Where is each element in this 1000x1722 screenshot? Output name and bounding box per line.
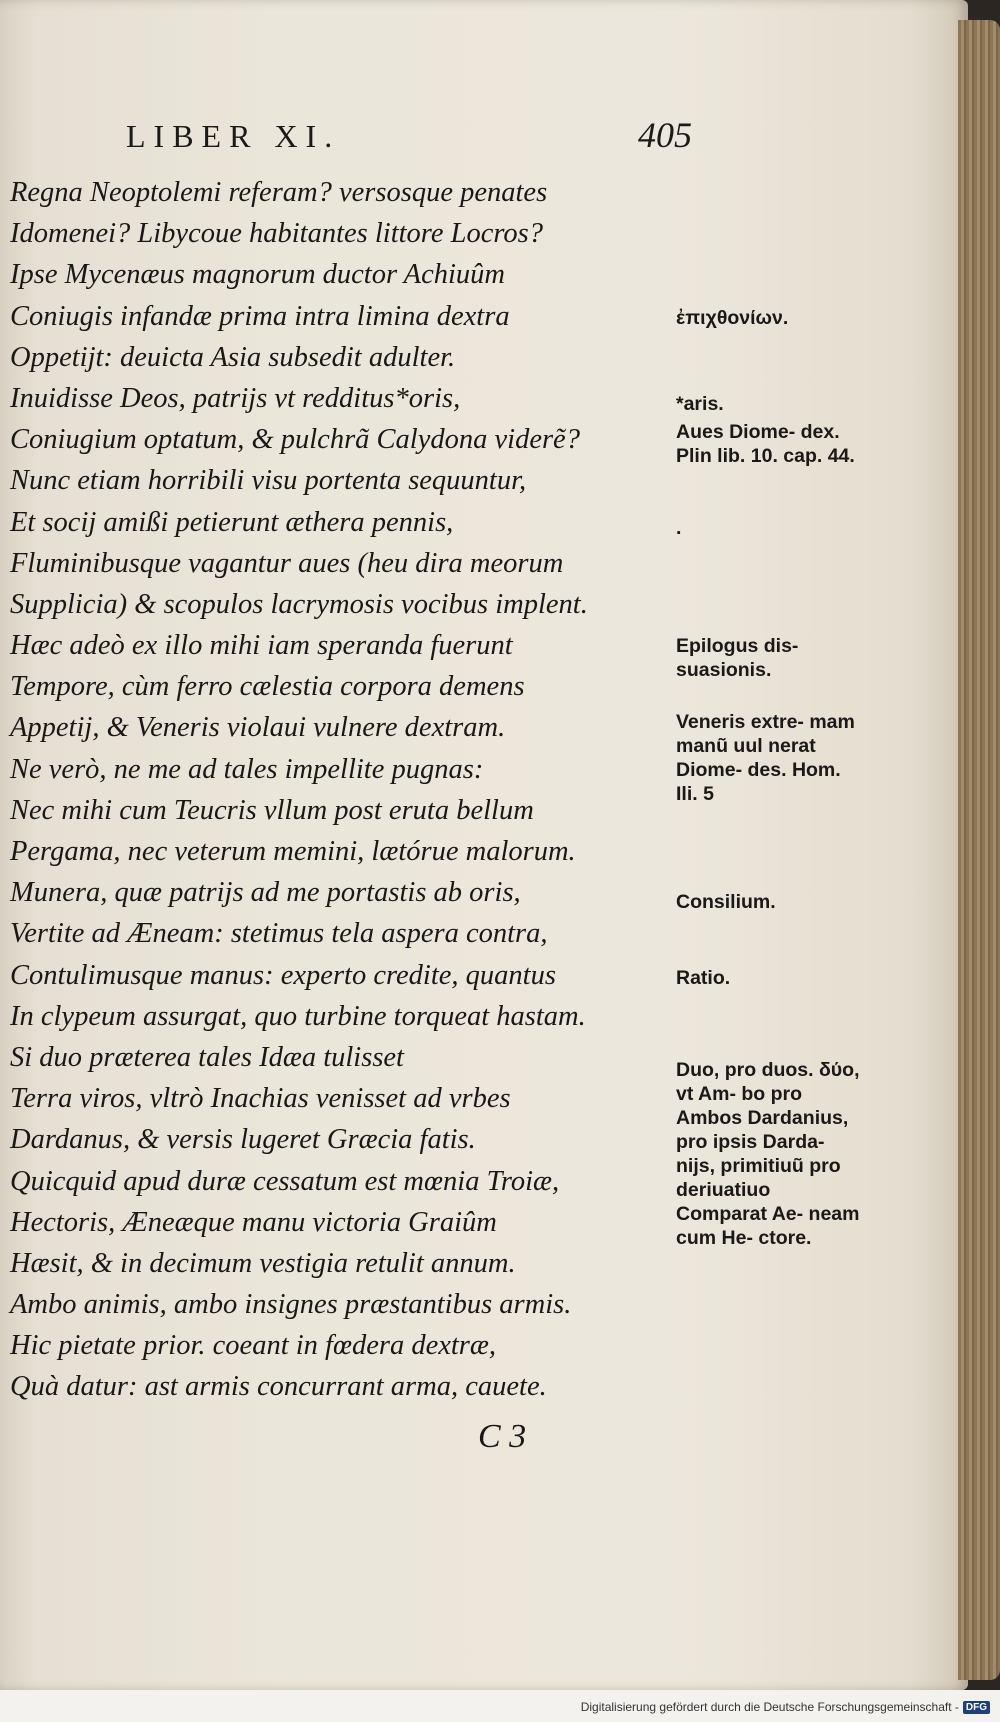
marginal-note: *aris. <box>676 393 724 415</box>
verse-line: Hectoris, Æneæque manu victoria Graiûm <box>10 1206 497 1238</box>
marginal-note: Aues Diome- dex. Plin lib. 10. cap. 44. <box>676 421 855 467</box>
page-header <box>126 115 692 158</box>
verse-line: Terra viros, vltrò Inachias venisset ad vrbes <box>10 1083 511 1115</box>
verse-line: Contulimusque manus: experto credite, quantus <box>10 959 556 991</box>
verse-line: Nec mihi cum Teucris vllum post eruta bellum <box>10 794 534 826</box>
digitization-credit <box>581 1700 990 1714</box>
verse-line: Appetij, & Veneris violaui vulnere dextram. <box>10 712 506 744</box>
verse-line: Coniugis infandæ prima intra limina dextra <box>10 300 510 332</box>
marginal-note: Ratio. <box>676 967 731 989</box>
marginal-note: Epilogus dis- suasionis. <box>676 635 799 681</box>
marginal-note: Veneris extre- mam manũ uul nerat Diome- des. Hom. Ili. 5 <box>676 711 855 805</box>
verse-line: Dardanus, & versis lugeret Græcia fatis. <box>10 1124 476 1156</box>
page-edge <box>958 20 1000 1680</box>
verse-line: Regna Neoptolemi referam? versosque penates <box>10 177 548 208</box>
verse-line: Et socij amißi petierunt æthera pennis, <box>10 506 454 538</box>
dfg-logo-icon: DFG <box>963 1701 990 1714</box>
verse-line: Oppetijt: deuicta Asia subsedit adulter. <box>10 341 456 373</box>
verse-line: Munera, quæ patrijs ad me portastis ab oris, <box>10 877 521 909</box>
verse-line: Hic pietate prior. coeant in fœdera dextræ, <box>10 1330 497 1362</box>
verse-line: Si duo præterea tales Idæa tulisset <box>10 1041 404 1073</box>
verse-block <box>10 172 660 1408</box>
verse-line: Vertite ad Æneam: stetimus tela aspera contra, <box>10 918 548 950</box>
verse-line: Tempore, cùm ferro cælestia corpora demens <box>10 671 525 703</box>
verse-line: Ambo animis, ambo insignes præstantibus armis. <box>10 1289 572 1321</box>
verse-line: Hæc adeò ex illo mihi iam speranda fuerunt <box>10 630 513 662</box>
page-number: 405 <box>638 115 692 155</box>
marginal-note: Consilium. <box>676 891 776 913</box>
verse-line: Quà datur: ast armis concurrant arma, cauete. <box>10 1371 547 1403</box>
verse-line: Supplicia) & scopulos lacrymosis vocibus implent. <box>10 588 588 620</box>
verse-line: Inuidisse Deos, patrijs vt redditus*oris, <box>10 382 461 414</box>
verse-line: Coniugium optatum, & pulchrã Calydona viderẽ? <box>10 424 580 456</box>
verse-line: In clypeum assurgat, quo turbine torqueat hastam. <box>10 1000 586 1032</box>
verse-line: Fluminibusque vagantur aues (heu dira meorum <box>10 547 564 579</box>
signature-mark: C 3 <box>478 1418 527 1455</box>
running-head: LIBER XI. <box>126 118 341 154</box>
marginal-note: . <box>676 517 682 539</box>
credit-text: Digitalisierung gefördert durch die Deutsche Forschungsgemeinschaft - <box>580 1700 959 1714</box>
verse-line: Ne verò, ne me ad tales impellite pugnas: <box>10 753 484 785</box>
verse-line: Nunc etiam horribili visu portenta sequuntur, <box>10 465 527 497</box>
marginal-note: ἐπιχθονίων. <box>676 307 789 329</box>
verse-line: Ipse Mycenæus magnorum ductor Achiuûm <box>10 259 505 291</box>
verse-line: Quicquid apud duræ cessatum est mœnia Troiæ, <box>10 1165 560 1197</box>
marginal-note: Duo, pro duos. δύο, vt Am- bo pro Ambos Dardanius, pro ipsis Darda- nijs, primitiuũ pro deriuatiuo Comparat Ae- neam cum He- ctore. <box>676 1059 860 1249</box>
verse-line: Idomenei? Libycoue habitantes littore Locros? <box>10 218 543 250</box>
verse-line: Pergama, nec veterum memini, lætórue malorum. <box>10 836 576 867</box>
verse-line: Hæsit, & in decimum vestigia retulit annum. <box>10 1247 516 1279</box>
